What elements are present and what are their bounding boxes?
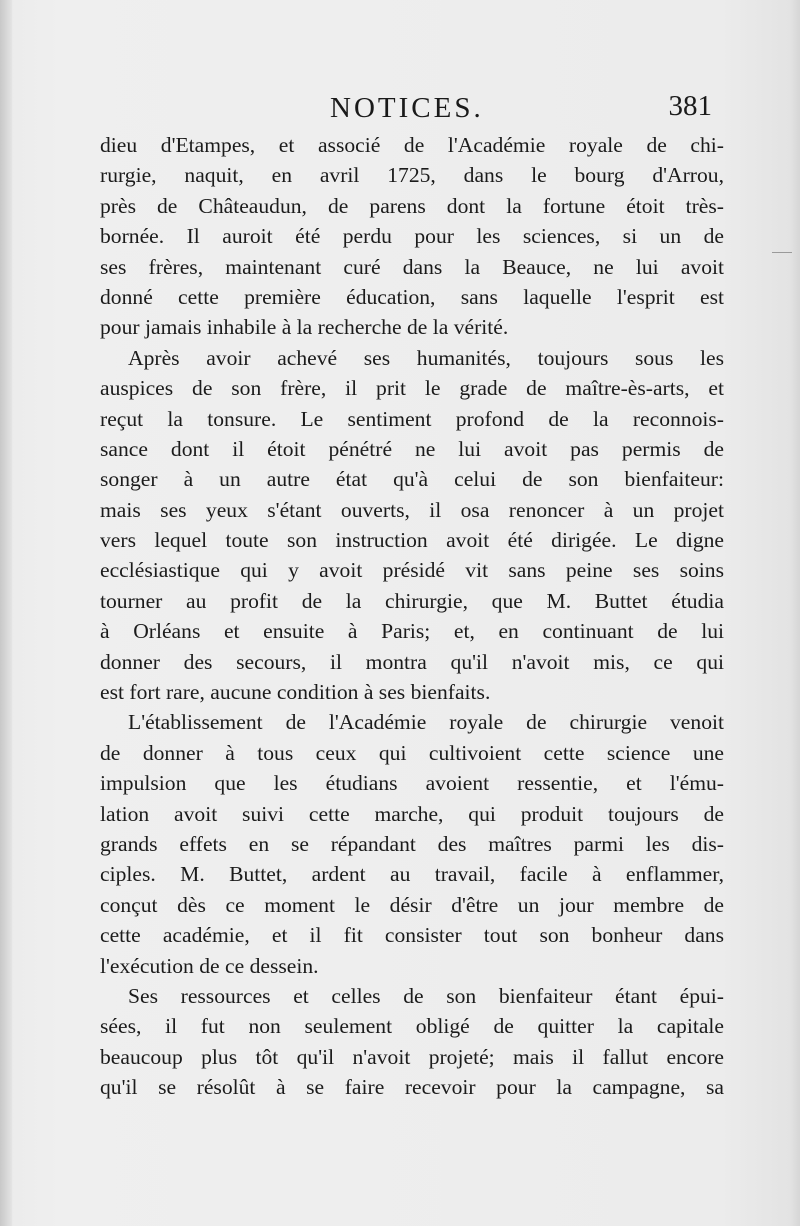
text-line: songer à un autre état qu'à celui de son bienfaiteur:: [100, 467, 724, 492]
paragraph-end-line: l'exécution de ce dessein.: [100, 953, 319, 978]
text-line: reçut la tonsure. Le sentiment profond de la reconnois-: [100, 406, 724, 431]
page-header: [100, 90, 720, 130]
text-line: lation avoit suivi cette marche, qui produit toujours de: [100, 801, 724, 826]
text-line: impulsion que les étudians avoient ressentie, et l'ému-: [100, 771, 724, 796]
text-line: auspices de son frère, il prit le grade de maître-ès-arts, et: [100, 376, 724, 401]
text-line: tourner au profit de la chirurgie, que M. Buttet étudia: [100, 588, 724, 613]
text-line: donné cette première éducation, sans laquelle l'esprit est: [100, 284, 724, 309]
text-line: vers lequel toute son instruction avoit été dirigée. Le digne: [100, 528, 724, 553]
text-line: qu'il se résolût à se faire recevoir pour la campagne, sa: [100, 1075, 724, 1100]
running-title: NOTICES.: [330, 92, 484, 124]
paragraph-first-line: L'établissement de l'Académie royale de chirurgie venoit: [128, 710, 724, 735]
text-line: bornée. Il auroit été perdu pour les sciences, si un de: [100, 224, 724, 249]
text-line: mais ses yeux s'étant ouverts, il osa renoncer à un projet: [100, 497, 724, 522]
text-line: donner des secours, il montra qu'il n'avoit mis, ce qui: [100, 649, 724, 674]
body-text: [100, 130, 724, 1103]
text-line: près de Châteaudun, de parens dont la fortune étoit très-: [100, 193, 724, 218]
paragraph-first-line: Ses ressources et celles de son bienfaiteur étant épui-: [128, 983, 724, 1008]
text-line: dieu d'Etampes, et associé de l'Académie royale de chi-: [100, 133, 724, 157]
text-line: de donner à tous ceux qui cultivoient cette science une: [100, 740, 724, 765]
text-line: conçut dès ce moment le désir d'être un jour membre de: [100, 892, 724, 917]
text-line: ses frères, maintenant curé dans la Beauce, ne lui avoit: [100, 254, 724, 279]
page-gutter-shadow: [0, 0, 12, 1226]
paragraph-end-line: est fort rare, aucune condition à ses bienfaits.: [100, 680, 491, 705]
text-line: ciples. M. Buttet, ardent au travail, facile à enflammer,: [100, 862, 724, 887]
text-line: à Orléans et ensuite à Paris; et, en continuant de lui: [100, 619, 724, 644]
text-line: sées, il fut non seulement obligé de quitter la capitale: [100, 1014, 724, 1039]
paragraph-end-line: pour jamais inhabile à la recherche de la vérité.: [100, 315, 509, 340]
text-line: beaucoup plus tôt qu'il n'avoit projeté; mais il fallut encore: [100, 1044, 724, 1069]
text-line: sance dont il étoit pénétré ne lui avoit pas permis de: [100, 436, 724, 461]
text-line: cette académie, et il fit consister tout son bonheur dans: [100, 923, 724, 948]
text-line: rurgie, naquit, en avril 1725, dans le bourg d'Arrou,: [100, 163, 724, 188]
text-line: grands effets en se répandant des maîtres parmi les dis-: [100, 831, 724, 856]
margin-dash: [772, 252, 792, 253]
text-line: ecclésiastique qui y avoit présidé vit sans peine ses soins: [100, 558, 724, 583]
paragraph-first-line: Après avoir achevé ses humanités, toujours sous les: [128, 345, 724, 370]
page-number: 381: [668, 90, 712, 122]
